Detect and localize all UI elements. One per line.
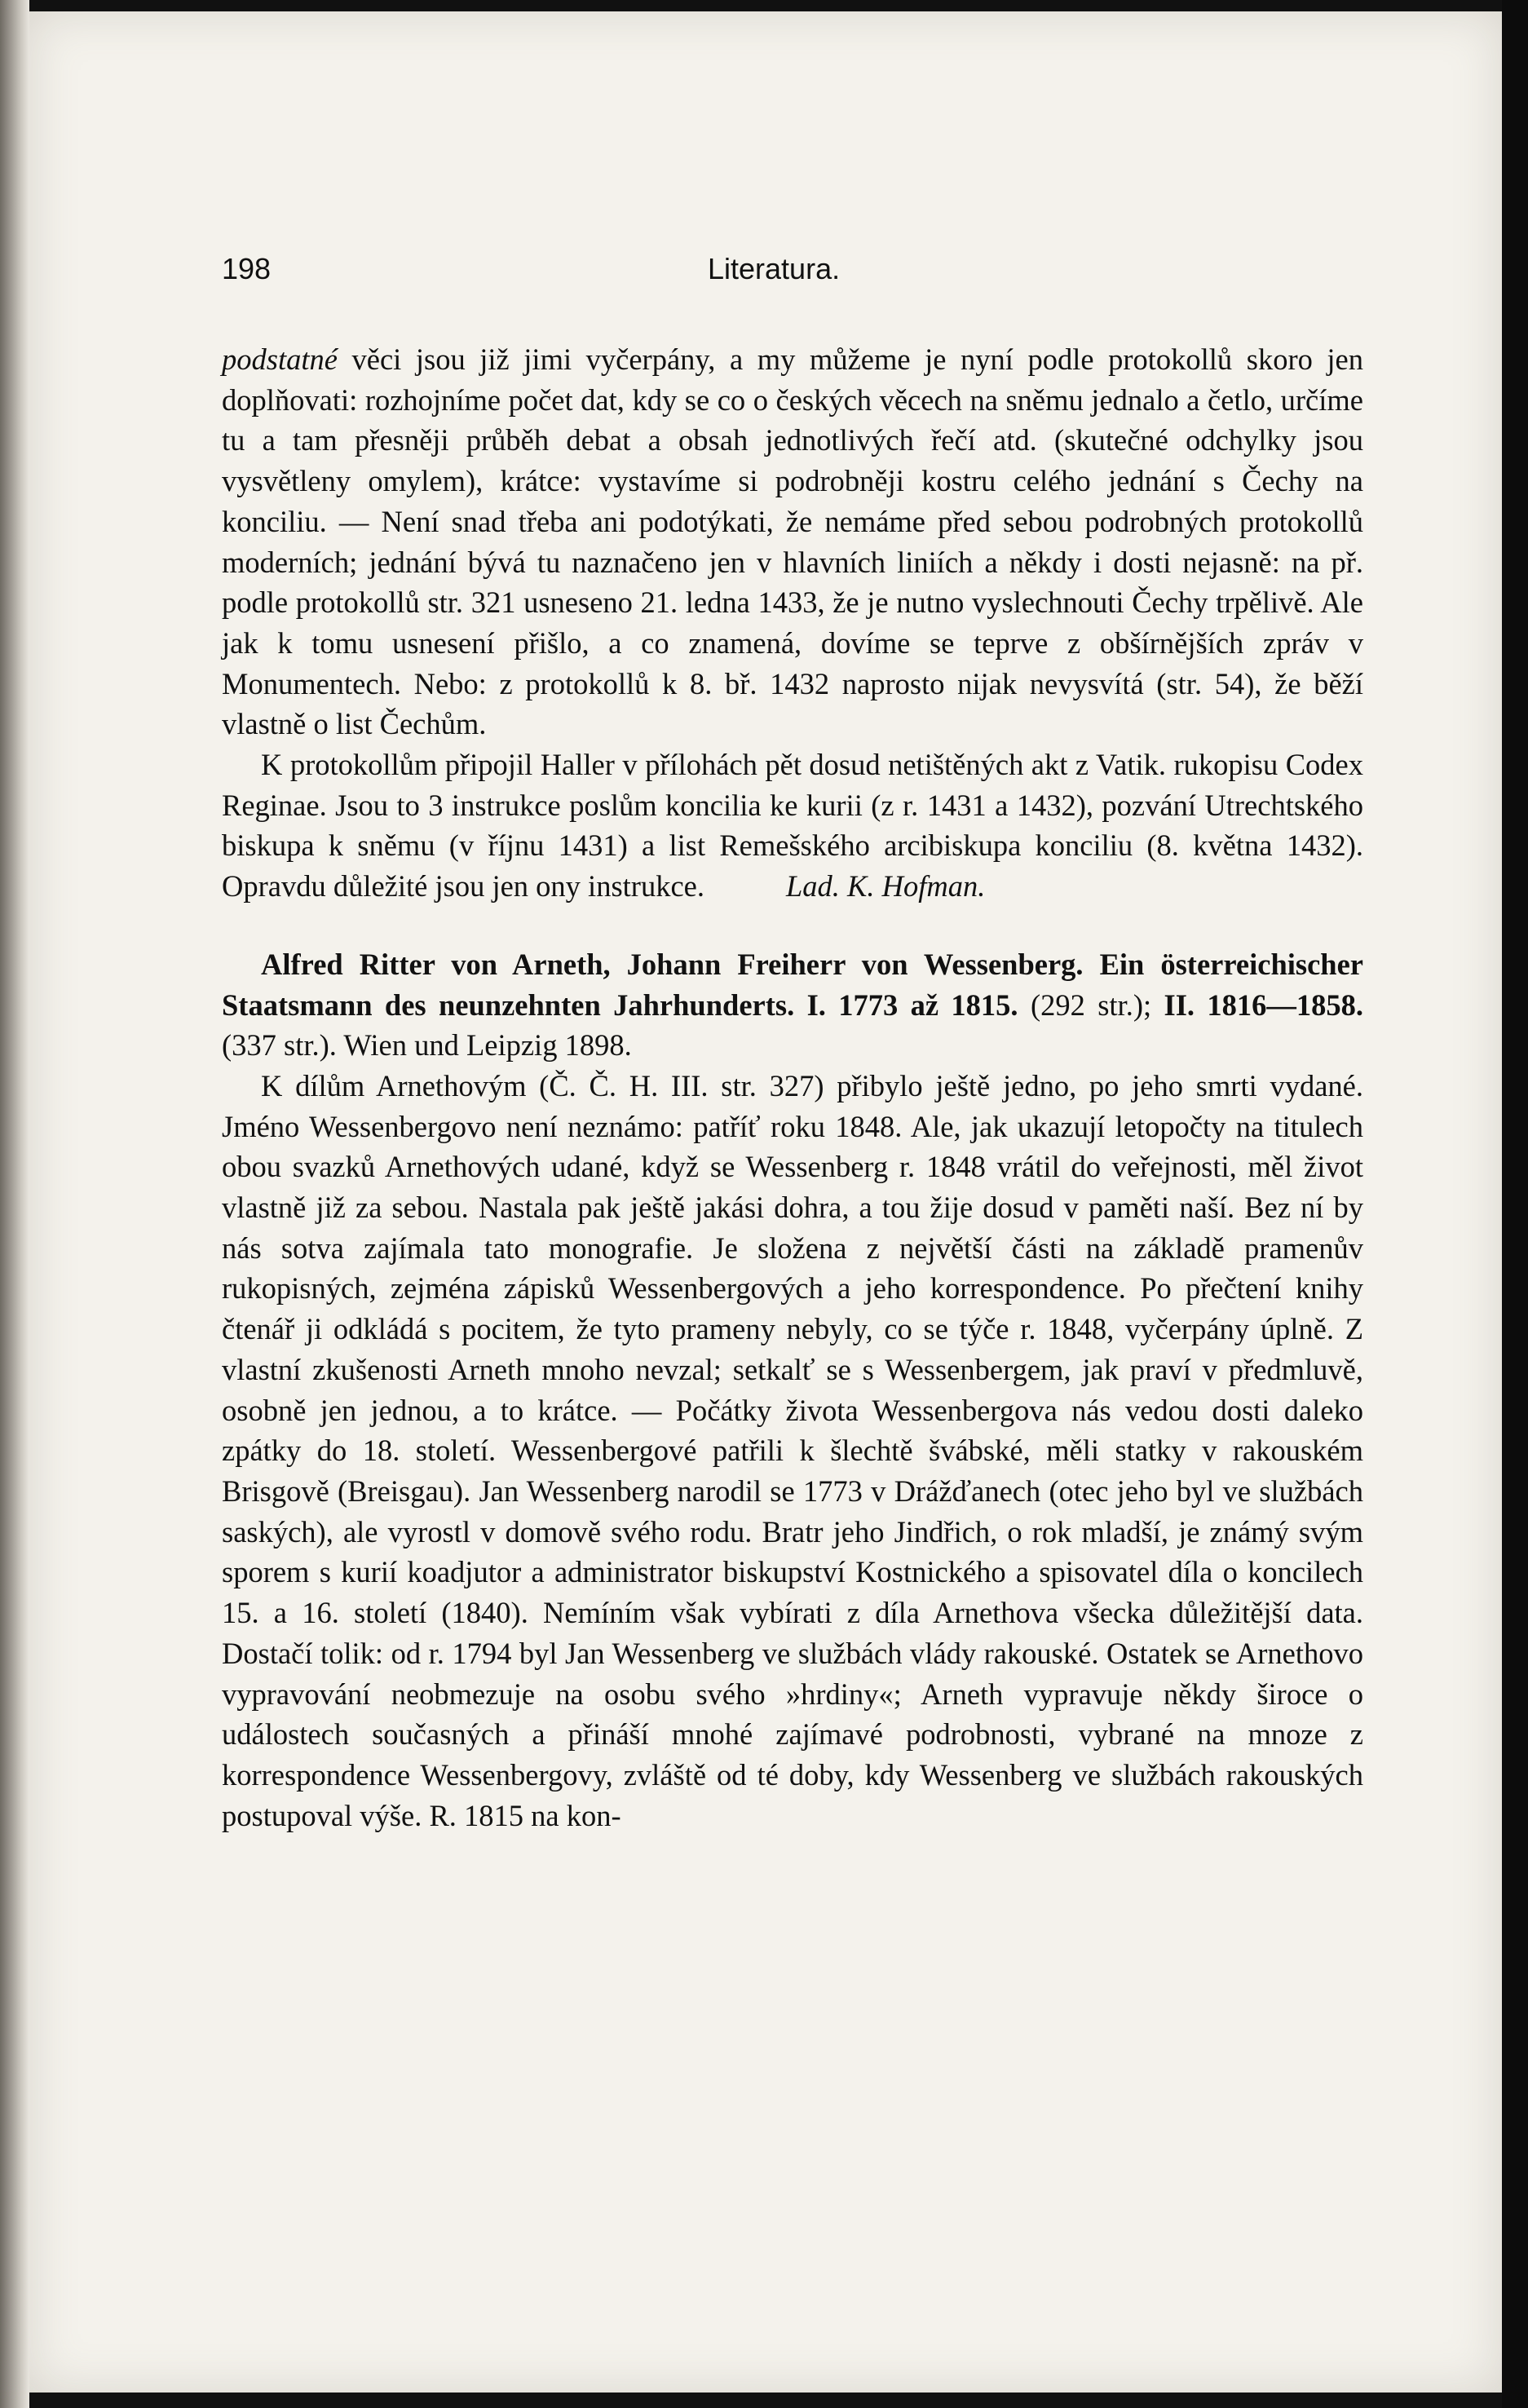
running-head	[222, 245, 1363, 294]
review-2-body	[222, 1066, 1363, 1836]
review-1-paragraph-2	[222, 744, 1363, 907]
running-title: Literatura.	[708, 252, 841, 285]
review-1-paragraph-1-text: věci jsou již jimi vyčerpány, a my můžeme je nyní podle protokollů skoro jen doplňovati: rozhojníme počet dat, kdy se co o českých věcech na sněmu jednalo a četlo, určíme tu a tam přesněji průběh debat a obsah jednotlivých řečí atd. (skutečné odchylky jsou vysvětleny omylem), krátce: vystavíme si podrobněji kostru celého jednání s Čechy na konciliu. — Není snad třeba ani podotýkati, že nemáme před sebou podrobných protokollů moderních; jednání bývá tu naznačeno jen v hlavních liniích a někdy i dosti nejasně: na př. podle protokollů str. 321 usneseno 21. ledna 1433, že je nutno vyslechnouti Čechy trpělivě. Ale jak k tomu usnesení přišlo, a co znamená, dovíme se teprve z obšírnějších zpráv v Monumentech. Nebo: z protokollů k 8. bř. 1432 naprosto nijak nevysvítá (str. 54), že běží vlastně o list Čechům.	[222, 342, 1363, 741]
right-scan-edge	[1502, 0, 1528, 2408]
review-2-bibliographic-heading	[222, 944, 1363, 1066]
text-block	[222, 245, 1363, 1836]
volume-2-title: II. 1816—1858.	[1164, 988, 1364, 1022]
lead-italic-word: podstatné	[222, 342, 338, 376]
review-1-paragraph-2-text: K protokollům připojil Haller v přílohách pět dosud netištěných akt z Vatik. rukopisu Codex Reginae. Jsou to 3 instrukce poslům koncilia ke kurii (z r. 1431 a 1432), pozvání Utrechtského biskupa k sněmu (v říjnu 1431) a list Remešského arcibiskupa konciliu (8. května 1432). Opravdu důležité jsou jen ony instrukce.	[222, 748, 1363, 904]
book-title: Alfred Ritter von Arneth, Johann Freiherr von Wessenberg. Ein österreichischer Staatsmann des neunzehnten Jahrhunderts. I. 1773 až 1815.	[222, 947, 1363, 1022]
review-2-body-text: K dílům Arnethovým (Č. Č. H. III. str. 327) přibylo ještě jedno, po jeho smrti vydané. Jméno Wessenbergovo není neznámo: patříť roku 1848. Ale, jak ukazují letopočty na titulech obou svazků Arnethových udané, když se Wessenberg r. 1848 vrátil do veřejnosti, měl život vlastně již za sebou. Nastala pak ještě jakási dohra, a tou žije dosud v paměti naší. Bez ní by nás sotva zajímala tato monografie. Je složena z největší části na základě pramenův rukopisných, zejména zápisků Wessenbergových a jeho korrespondence. Po přečtení knihy čtenář ji odkládá s pocitem, že tyto prameny nebyly, co se týče r. 1848, vyčerpány úplně. Z vlastní zkušenosti Arneth mnoho nevzal; setkalť se s Wessenbergem, jak praví v předmluvě, osobně jen jednou, a to krátce. — Počátky života Wessenbergova nás vedou dosti daleko zpátky do 18. století. Wessenbergové patřili k šlechtě švábské, měli statky v rakouském Brisgově (Breisgau). Jan Wessenberg narodil se 1773 v Drážďanech (otec jeho byl ve službách saských), ale vyrostl v domově svého rodu. Bratr jeho Jindřich, o rok mladší, je známý svým sporem s kurií koadjutor a administrator biskupství Kostnického a spisovatel díla o koncilech 15. a 16. století (1840). Nemíním však vybírati z díla Arnethova všecka důležitější data. Dostačí tolik: od r. 1794 byl Jan Wessenberg ve službách vlády rakouské. Ostatek se Arnethovo vypravování neobmezuje na osobu svého »hrdiny«; Arneth vypravuje někdy široce o událostech současných a přináší mnohé zajímavé podrobnosti, vybrané na mnoze z korrespondence Wessenbergovy, zvláště od té doby, kdy Wessenberg ve službách rakouských postupoval výše. R. 1815 na kon-	[222, 1068, 1363, 1832]
reviewer-signature: Lad. K. Hofman.	[785, 869, 986, 904]
review-1-paragraph-1	[222, 339, 1363, 744]
left-binding-shadow	[0, 0, 29, 2408]
page-number: 198	[222, 252, 272, 285]
volume-2-pages-and-imprint: (337 str.). Wien und Leipzig 1898.	[222, 1028, 632, 1063]
volume-1-pages: (292 str.);	[1030, 988, 1152, 1022]
